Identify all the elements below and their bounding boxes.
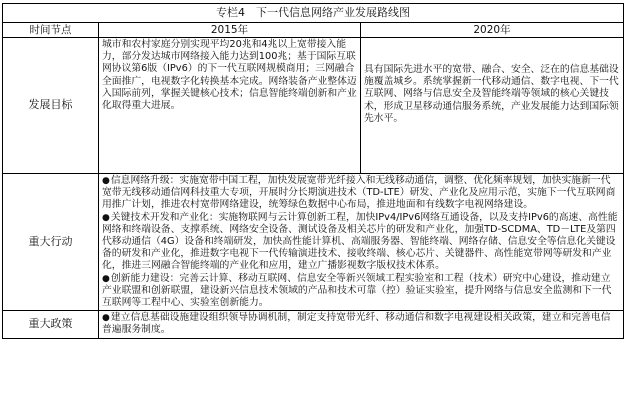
goals-2020-text: 具有国际先进水平的宽带、融合、安全、泛在的信息基础设施覆盖城乡。系统掌握新一代移动通信、数字电视、下一代互联网、网络与信息安全及智能终端等领域的核心关键技术，形成卫星移动通信服务系统，产业发展能力达到国际领先水平。 — [364, 64, 619, 124]
action-item-network-upgrade — [102, 175, 620, 212]
policies-label: 重大政策 — [3, 311, 99, 338]
header-2015: 2015年 — [99, 23, 361, 38]
goals-2020-cell — [361, 38, 624, 174]
goals-row — [3, 38, 624, 174]
bullet-icon: ● — [102, 176, 110, 186]
goals-label: 发展目标 — [3, 38, 99, 174]
policies-row — [3, 311, 624, 338]
roadmap-table — [2, 3, 624, 339]
policy-item — [102, 312, 620, 336]
actions-label: 重大行动 — [3, 174, 99, 311]
action-item-innovation — [102, 273, 620, 310]
policies-cell — [99, 311, 624, 338]
header-time-node: 时间节点 — [3, 23, 99, 38]
header-2020: 2020年 — [361, 23, 624, 38]
actions-row — [3, 174, 624, 311]
action-item-text: 创新能力建设：完善云计算、移动互联网、信息安全等新兴领域工程实验室和工程（技术）研究中心建设，推动建立产业联盟和创新联盟，建设新兴信息技术领域的产品和技术可靠（控）验证实验室，提升网络与信息安全监测和下一代互联网等工程中心、实验室创新能力。 — [102, 272, 612, 309]
bullet-icon: ● — [102, 212, 110, 223]
action-item-text: 信息网络升级：实施宽带中国工程，加快发展宽带光纤接入和无线移动通信，调整、优化频率规划，加快实施新一代宽带无线移动通信网科技重大专项，开展时分长期演进技术（TD-LTE）研发、产业化及应用示范，实施下一代互联网商用推广计划，推进农村宽带网络建设，统筹绿色数据中心布局，推进地面和有线数字电视网络建设。 — [102, 175, 616, 211]
title-row — [3, 4, 624, 23]
bullet-icon: ● — [102, 313, 110, 324]
table-title: 专栏4 下一代信息网络产业发展路线图 — [3, 4, 624, 23]
bullet-icon: ● — [102, 273, 110, 284]
policy-item-text: 建立信息基础设施建设组织领导协调机制，制定支持宽带光纤、移动通信和数字电视建设相关政策，建立和完善电信普遍服务制度。 — [102, 312, 611, 336]
header-row — [3, 23, 624, 38]
action-item-text: 关键技术开发和产业化：实施物联网与云计算创新工程，加快IPv4/IPv6网络互通设备，以及支持IPv6的高速、高性能网络和终端设备、支撑系统、网络安全设备、测试设备及相关芯片的研发和产业化，加强TD-SCDMA、TD－LTE及第四代移动通信（4G）设备和终端研发，加快高性能计算机、高端服务器、智能终端、网络存储、信息安全等信息化关键设备的研发和产业化，推进数字电视下一代传输演进技术、接收终端、核心芯片、关键器件、高性能宽带网等研发和产业化，推进三网融合智能终端的产业化和应用，建立广播影视数字版权技术体系。 — [102, 211, 618, 272]
action-item-key-tech — [102, 212, 620, 273]
goals-2015-cell: 城市和农村家庭分别实现平均20兆和4兆以上宽带接入能力，部分发达城市网络接入能力达到100兆；基于国际互联网协议第6版（IPv6）的下一代互联网规模商用；三网融合全面推广，电视数字化转换基本完成。网络装备产业整体迈入国际前列，掌握关键核心技术；信息智能终端创新和产业化取得重大进展。 — [99, 38, 361, 174]
actions-cell — [99, 174, 624, 311]
